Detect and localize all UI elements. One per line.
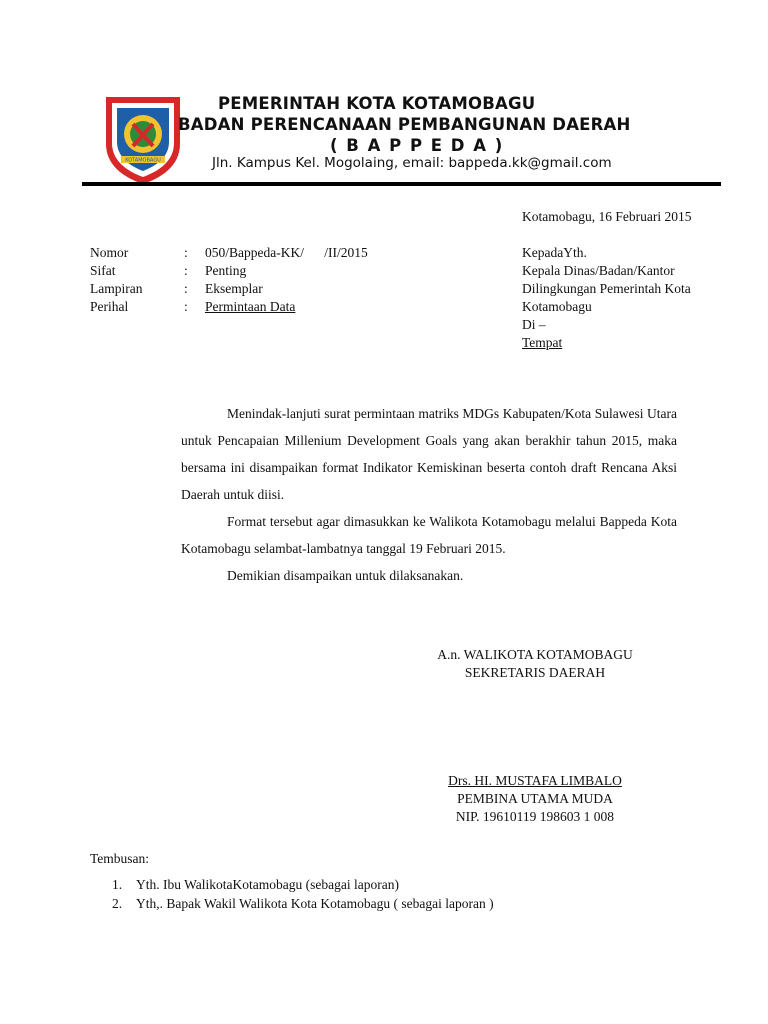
signature-nip: NIP. 19610119 198603 1 008 [455,809,615,824]
signature-on-behalf: A.n. WALIKOTA KOTAMOBAGU [437,647,633,662]
coat-of-arms-icon [103,94,183,186]
letterhead-line3: ( B A P P E D A ) [330,136,504,155]
cc-item-text: Yth. Ibu WalikotaKotamobagu (sebagai laporan) [136,877,399,892]
meta-sep: : [184,245,188,260]
signature-rank: PEMBINA UTAMA MUDA [457,791,613,806]
logo-banner-text: KOTAMOBAGU [125,157,161,164]
meta-value: 050/Bappeda-KK/ /II/2015 [205,245,368,260]
body-paragraph: Menindak-lanjuti surat permintaan matriks MDGs Kabupaten/Kota Sulawesi Utara untuk Pencapaian Millenium Development Goals yang akan berakhir tahun 2015, maka bersama ini disampaikan format Indikator Kemiskinan beserta contoh draft Rencana Aksi Daerah untuk diisi. [181,406,677,502]
meta-sep: : [184,299,188,314]
meta-sep: : [184,281,188,296]
body-paragraph: Demikian disampaikan untuk dilaksanakan. [227,568,464,583]
recipient-line: KepadaYth. [522,245,587,260]
cc-item-number: 1. [112,877,123,892]
body-paragraph: Format tersebut agar dimasukkan ke Walikota Kotamobagu melalui Bappeda Kota Kotamobagu selambat-lambatnya tanggal 19 Februari 2015. [181,514,677,556]
cc-item-number: 2. [112,896,123,911]
meta-label: Perihal [90,299,129,314]
cc-list-item [112,896,494,912]
meta-sep: : [184,263,188,278]
cc-title: Tembusan: [90,851,150,866]
signature-position: SEKRETARIS DAERAH [464,665,606,680]
meta-label: Sifat [90,263,116,278]
letterhead-line2: BADAN PERENCANAAN PEMBANGUNAN DAERAH [178,115,631,134]
meta-value: Eksemplar [205,281,263,296]
letter-date: Kotamobagu, 16 Februari 2015 [522,209,692,224]
meta-value-subject: Permintaan Data [205,299,296,314]
letterhead-address: Jln. Kampus Kel. Mogolaing, email: bappeda.kk@gmail.com [212,155,612,171]
signature-name: Drs. HI. MUSTAFA LIMBALO [448,773,622,788]
city-logo [103,94,183,186]
recipient-line: Kotamobagu [522,299,592,314]
letterhead-divider [82,182,721,186]
meta-label: Nomor [90,245,129,260]
meta-value: Penting [205,263,247,278]
letterhead-line1: PEMERINTAH KOTA KOTAMOBAGU [218,94,536,113]
recipient-line: Dilingkungan Pemerintah Kota [522,281,691,296]
recipient-place: Tempat [522,335,563,350]
signature-block [400,646,670,826]
meta-label: Lampiran [90,281,143,296]
cc-item-text: Yth,. Bapak Wakil Walikota Kota Kotamobagu ( sebagai laporan ) [136,896,494,911]
cc-list-item [112,877,399,893]
letter-body [181,400,677,589]
recipient-line: Kepala Dinas/Badan/Kantor [522,263,675,278]
recipient-line: Di – [522,317,546,332]
